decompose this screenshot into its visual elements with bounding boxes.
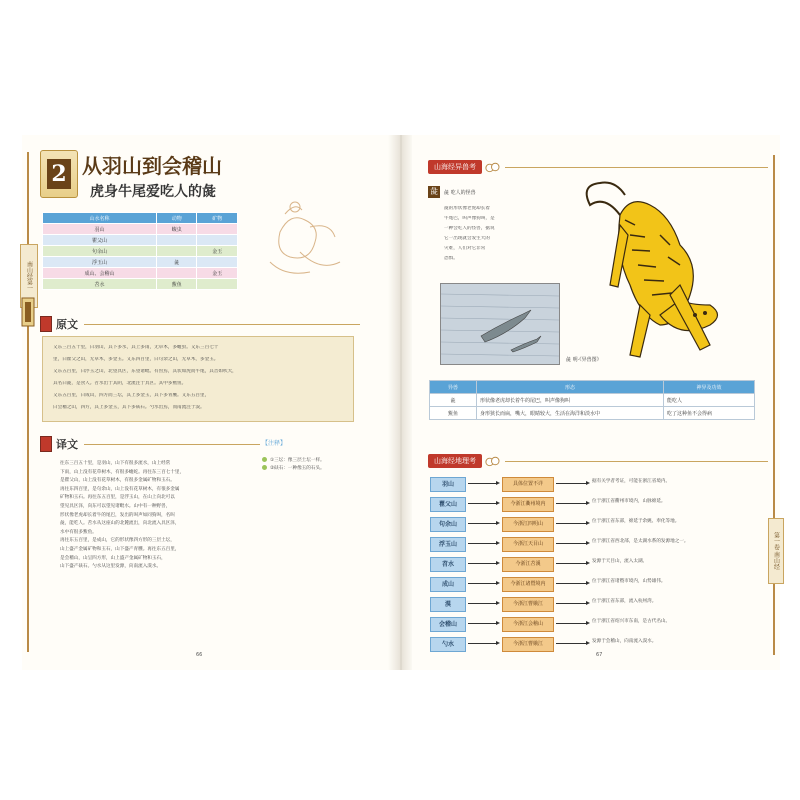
yiwen-line: 是瞿父山，山上没有花草树木，有很多金属矿物和玉石。: [60, 478, 175, 484]
zhi-description: [428, 186, 558, 270]
arrow-icon: [468, 483, 498, 484]
yuanwen-line: 又东五百里，曰成山，四方而三坛，其上多金玉，其下多青雘。又东五百里，: [53, 393, 210, 398]
banner-yishou: [428, 160, 768, 174]
yiwen-line: 水中有很多鮆鱼。: [60, 529, 97, 535]
arrow-icon: [468, 523, 498, 524]
banner-dili: [428, 454, 768, 468]
table-cell: [157, 246, 197, 257]
fish-painting: [440, 283, 560, 365]
yiwen-line: 形状像老虎却长着牛的尾巴，发出的叫声如同狗叫，名叫: [60, 512, 175, 518]
zhi-char-badge: 彘: [430, 187, 438, 196]
table-cell: 浮玉山: [43, 257, 157, 268]
right-page-number: 67: [596, 652, 603, 658]
tiger-painting: [560, 175, 760, 375]
banner-label: 山海经异兽考: [428, 160, 482, 174]
zhi-line: 恐惧。: [444, 256, 458, 261]
left-border-strip: [20, 152, 36, 652]
yuanwen-line: 又东五百里，曰浮玉之山，北望具区，东望诸毗。有兽焉，其状如虎而牛尾，其音如吠犬，: [53, 369, 237, 374]
section-title: 原文: [56, 318, 78, 331]
side-tab: 第一卷 南山经: [768, 518, 784, 584]
table-header-cell: 山水名称: [43, 213, 157, 224]
geo-desc: 位于浙江省衢州市境内，山脉绵延。: [592, 499, 666, 504]
geo-desc: 位于浙江省东部，绵延于余姚、奉化等地。: [592, 519, 680, 524]
table-cell: [157, 268, 197, 279]
table-header-cell: 异兽: [430, 381, 477, 394]
table-cell: [197, 235, 238, 246]
table-row: [43, 257, 238, 268]
yiwen-line: 下雨，山上没有花草树木，有很多蝮蛇。再往东三百七十里，: [60, 469, 185, 475]
table-cell: 羽山: [43, 224, 157, 235]
geo-modern: 今浙江诸暨境内: [502, 577, 554, 592]
geo-desc: 位于浙江省诸暨市境内，山势雄伟。: [592, 579, 666, 584]
geo-modern: 今浙江天目山: [502, 537, 554, 552]
section-title: 译文: [56, 438, 78, 451]
arrow-icon: [468, 503, 498, 504]
geo-modern: 具体位置不详: [502, 477, 554, 492]
beast-table: [429, 380, 755, 420]
arrow-icon: [556, 623, 588, 624]
table-header-cell: 矿物: [197, 213, 238, 224]
arrow-icon: [556, 603, 588, 604]
table-cell: 身形狭长而扁，嘴大，眼睛较大，生活在海洋和淡水中: [477, 407, 664, 420]
arrow-icon: [556, 503, 588, 504]
table-cell: [157, 235, 197, 246]
yiwen-line: 矿物和玉石。再往东五百里，是浮玉山，在山上向北可以: [60, 495, 175, 501]
section-marker-icon: [40, 316, 52, 332]
table-cell: 苕水: [43, 279, 157, 290]
side-chapter-label: 南山经第一: [20, 244, 38, 308]
table-cell: 金玉: [197, 268, 238, 279]
geo-place: 瞿父山: [430, 497, 466, 512]
table-row: [430, 394, 755, 407]
page-title: 从羽山到会稽山: [82, 154, 222, 178]
yuanwen-line: 里，曰瞿父之山，无草木，多金玉。又东四百里，曰句余之山，无草木，多金玉。: [53, 357, 219, 362]
yiwen-line: 山下盛产砆石。勺水从这里发源，向南流入湨水。: [60, 564, 162, 570]
zhi-line: 牛尾巴，叫声像狗叫，是: [444, 216, 495, 221]
sketch-illustration: [250, 192, 350, 287]
yiwen-line: 望见具区泽，向东可以望见诸毗水。山中有一种野兽，: [60, 503, 171, 509]
geo-modern: 今浙江会稽山: [502, 617, 554, 632]
zhi-line: 它一出现就会发生大的: [444, 236, 490, 241]
geo-modern: 今浙江四明山: [502, 517, 554, 532]
geo-desc: 据有关学者考证，可能在浙江省境内。: [592, 479, 671, 484]
table-header-cell: 神异及功效: [664, 381, 755, 394]
geo-modern: 今浙江衢州境内: [502, 497, 554, 512]
table-cell: [197, 224, 238, 235]
chapter-number-box: [40, 150, 78, 198]
table-cell: [197, 279, 238, 290]
notes-column: [262, 438, 362, 473]
table-row: [43, 235, 238, 246]
geo-place: 苕水: [430, 557, 466, 572]
arrow-icon: [556, 583, 588, 584]
yuanwen-line: 曰会稽之山，四方，其上多金玉，其下多砆石。勺水出焉，而南流注于湨。: [53, 405, 205, 410]
note-item: ②砆石：一种像玉的石头。: [262, 465, 362, 473]
zhi-line: 一种会吃人的怪兽，据说: [444, 226, 495, 231]
geo-modern: 今浙江曹娥江: [502, 637, 554, 652]
table-cell: 能吃人: [664, 394, 755, 407]
zhi-line: 灾难，人们对它非常: [444, 246, 486, 251]
table-cell: 瞿父山: [43, 235, 157, 246]
table-cell: 形状像老虎却长着牛的尾巴，叫声像狗叫: [477, 394, 664, 407]
table-row: [43, 279, 238, 290]
yuanwen-box: [42, 336, 354, 422]
geo-desc: 发源于天目山，流入太湖。: [592, 559, 648, 564]
yiwen-line: 往东三百五十里，是羽山，山下有很多流水，山上经常: [60, 461, 171, 466]
geo-modern: 今浙江苕溪: [502, 557, 554, 572]
book-gutter: [388, 135, 414, 670]
table-row: [43, 268, 238, 279]
page-subtitle: 虎身牛尾爱吃人的彘: [90, 184, 216, 200]
geo-place: 浮玉山: [430, 537, 466, 552]
geo-place: 句余山: [430, 517, 466, 532]
table-row: [43, 224, 238, 235]
mountain-table: [42, 212, 238, 290]
geo-desc: 位于浙江省东部，流入杭州湾。: [592, 599, 657, 604]
cloud-ornament-icon: [484, 455, 501, 467]
image-caption: 彘 明·《异兽图》: [566, 357, 602, 363]
section-yuanwen-header: [40, 316, 360, 332]
yiwen-line: 彘，能吃人。苕水从这座山的北麓流出，向北流入具区泽，: [60, 521, 180, 527]
table-row: [43, 246, 238, 257]
table-cell: 成山、会稽山: [43, 268, 157, 279]
table-cell: 蝮虫: [157, 224, 197, 235]
yuanwen-line: 其名曰彘，是食人。苕水出于其阴，北流注于具区。其中多鮆鱼。: [53, 381, 187, 386]
arrow-icon: [556, 643, 588, 644]
geo-desc: 位于浙江省绍兴市东南，是古代名山。: [592, 619, 671, 624]
table-header-row: [430, 381, 755, 394]
arrow-icon: [468, 563, 498, 564]
left-page-number: 66: [196, 652, 203, 658]
geo-place: 勺水: [430, 637, 466, 652]
arrow-icon: [468, 643, 498, 644]
geo-place: 湨: [430, 597, 466, 612]
zhi-line: 彘的形状像老虎却长着: [444, 206, 490, 211]
table-cell: 吃了这种鱼不会得病: [664, 407, 755, 420]
ornament-icon: [20, 296, 36, 328]
notes-heading: 【注释】: [262, 440, 287, 447]
geo-desc: 位于浙江省西北部，是太湖水系的发源地之一。: [592, 539, 689, 544]
table-cell: [197, 257, 238, 268]
geo-place: 羽山: [430, 477, 466, 492]
arrow-icon: [468, 543, 498, 544]
yuanwen-line: 又东三百五十里，曰羽山，其下多水，其上多雨，无草木，多蝮虫。又东三百七十: [53, 345, 219, 350]
geo-place: 成山: [430, 577, 466, 592]
note-item: ①三坛：像三层土坛一样。: [262, 457, 362, 465]
cloud-ornament-icon: [484, 161, 501, 173]
arrow-icon: [468, 583, 498, 584]
arrow-icon: [556, 483, 588, 484]
note-bullet-icon: [262, 465, 267, 470]
yiwen-line: 是会稽山，山呈四方形，山上盛产金属矿物和玉石，: [60, 555, 166, 561]
arrow-icon: [468, 603, 498, 604]
arrow-icon: [468, 623, 498, 624]
table-row: [430, 407, 755, 420]
section-yiwen-header: [40, 436, 260, 452]
arrow-icon: [556, 563, 588, 564]
yiwen-text: [60, 460, 256, 572]
note-bullet-icon: [262, 457, 267, 462]
table-header-cell: 形态: [477, 381, 664, 394]
geo-modern: 今浙江曹娥江: [502, 597, 554, 612]
section-marker-icon: [40, 436, 52, 452]
table-header-cell: 动物: [157, 213, 197, 224]
banner-label: 山海经地理考: [428, 454, 482, 468]
table-header-row: [43, 213, 238, 224]
arrow-icon: [556, 523, 588, 524]
yiwen-line: 山上盛产金属矿物和玉石，山下盛产青雘。再往东五百里，: [60, 546, 180, 552]
table-cell: 金玉: [197, 246, 238, 257]
table-cell: 鮆鱼: [157, 279, 197, 290]
table-cell: 句余山: [43, 246, 157, 257]
arrow-icon: [556, 543, 588, 544]
geo-place: 会稽山: [430, 617, 466, 632]
chapter-number: 2: [47, 159, 71, 189]
yiwen-line: 再往东五百里，是成山，它的形状像四方形的三层土坛，: [60, 538, 175, 544]
geo-desc: 发源于会稽山，向南流入湨水。: [592, 639, 657, 644]
table-cell: 鮆鱼: [430, 407, 477, 420]
yiwen-line: 再往东四百里，是句余山，山上没有花草树木，有很多金属: [60, 486, 180, 492]
zhi-caption: 彘 吃人的怪兽: [444, 190, 476, 196]
table-cell: 彘: [157, 257, 197, 268]
table-cell: 彘: [430, 394, 477, 407]
